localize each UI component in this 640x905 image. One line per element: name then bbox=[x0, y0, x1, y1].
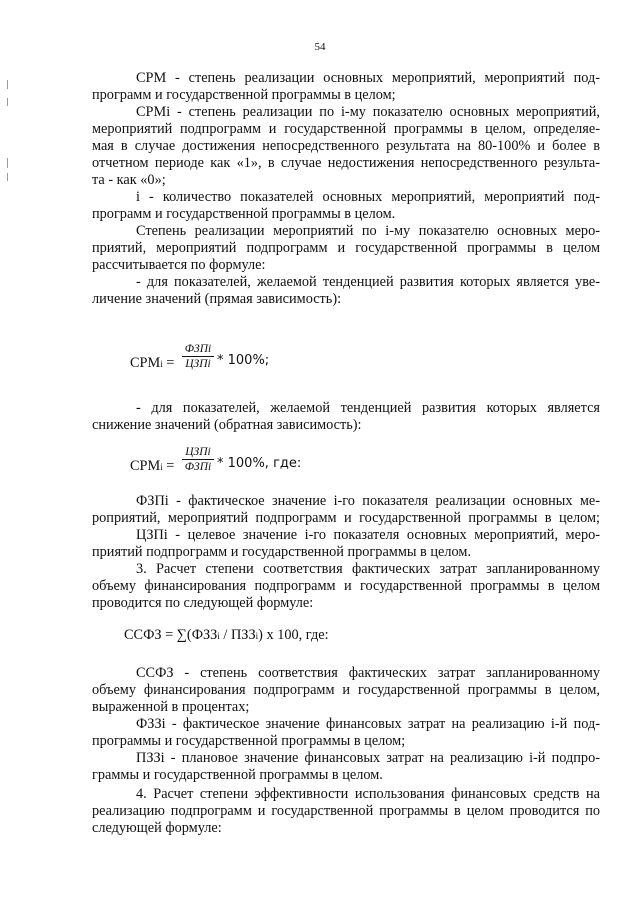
text-line: следующей формуле: bbox=[92, 820, 222, 836]
text-line: 4. Расчет степени эффективности использования финансовых средств на bbox=[136, 786, 600, 802]
formula-denominator: ФЗПi bbox=[184, 461, 212, 473]
text-line: рассчитывается по формуле: bbox=[92, 257, 266, 273]
text-line: программы и государственной программы в целом; bbox=[92, 733, 406, 749]
text-line: ПЗЗi - плановое значение финансовых затрат на реализацию i-й подпро- bbox=[136, 750, 600, 766]
formula-rhs: * 100%; bbox=[217, 353, 270, 368]
text-line: Степень реализации мероприятий по i-му показателю основных меро- bbox=[136, 223, 600, 239]
formula-lhs: СРМ bbox=[130, 355, 161, 371]
text-line: личение значений (прямая зависимость): bbox=[92, 291, 342, 307]
formula-subscript: i bbox=[217, 631, 220, 641]
text-line: ФЗПi - фактическое значение i-го показателя реализации основных ме- bbox=[136, 493, 600, 509]
text-line: проводится по следующей формуле: bbox=[92, 595, 314, 611]
text-line: выраженной в процентах; bbox=[92, 699, 250, 715]
text-line: СРМ - степень реализации основных мероприятий, мероприятий под- bbox=[136, 70, 600, 86]
formula-numerator: ФЗПi bbox=[182, 342, 214, 357]
page-number: 54 bbox=[314, 41, 326, 53]
text-line: та - как «0»; bbox=[92, 172, 166, 188]
text-line: снижение значений (обратная зависимость): bbox=[92, 417, 362, 433]
formula-rhs: * 100%, где: bbox=[217, 456, 302, 471]
formula-equals: = bbox=[162, 355, 175, 371]
formula-lhs: СРМ bbox=[130, 458, 161, 474]
formula-subscript: i bbox=[255, 631, 259, 641]
formula-numerator: ЦЗПi bbox=[182, 445, 214, 460]
text-line: приятий подпрограмм и государственной программы в целом. bbox=[92, 544, 472, 560]
formula-subscript: i bbox=[160, 462, 163, 472]
text-line: ЦЗПi - целевое значение i-го показателя основных мероприятий, меро- bbox=[136, 527, 600, 543]
margin-mark bbox=[7, 98, 8, 106]
formula-equals: = bbox=[162, 458, 175, 474]
text-line: программ и государственной программы в целом; bbox=[92, 87, 396, 103]
formula-part: ССФЗ = ∑(ФЗЗ bbox=[124, 627, 218, 643]
text-line: ФЗЗi - фактическое значение финансовых затрат на реализацию i-й под- bbox=[136, 716, 600, 732]
text-line: отчетном периоде как «1», в случае недостижения непосредственного результа- bbox=[92, 155, 600, 171]
text-line: - для показателей, желаемой тенденцией развития которых является bbox=[136, 400, 600, 416]
margin-mark bbox=[7, 173, 8, 181]
formula-subscript: i bbox=[160, 359, 163, 369]
text-line: i - количество показателей основных мероприятий, мероприятий под- bbox=[136, 189, 600, 205]
text-line: роприятий, мероприятий подпрограмм и государственной программы в целом; bbox=[92, 510, 600, 526]
text-line: мая в случае достижения непосредственного результата на 80-100% и более в bbox=[92, 138, 600, 154]
text-line: мероприятий подпрограмм и государственной программы в целом, определяе- bbox=[92, 121, 600, 137]
text-line: граммы и государственной программы в целом. bbox=[92, 767, 383, 783]
formula-denominator: ЦЗПi bbox=[185, 358, 211, 370]
text-line: программ и государственной программы в целом. bbox=[92, 206, 396, 222]
margin-mark bbox=[7, 80, 8, 89]
formula-part: ) х 100, где: bbox=[258, 627, 329, 643]
formula-ssfz bbox=[124, 627, 329, 644]
text-line: 3. Расчет степени соответствия фактических затрат запланированному bbox=[136, 561, 600, 577]
text-line: ССФЗ - степень соответствия фактических затрат запланированному bbox=[136, 665, 600, 681]
formula-part: / ПЗЗ bbox=[219, 627, 256, 643]
margin-mark bbox=[7, 158, 8, 168]
text-line: объему финансирования подпрограмм и государственной программы в целом bbox=[92, 578, 600, 594]
text-line: приятий, мероприятий подпрограмм и государственной программы в целом bbox=[92, 240, 600, 256]
text-line: реализацию подпрограмм и государственной программы в целом проводится по bbox=[92, 803, 600, 819]
text-line: объему финансирования подпрограмм и государственной программы в целом, bbox=[92, 682, 600, 698]
text-line: СРМi - степень реализации по i-му показателю основных мероприятий, bbox=[136, 104, 600, 120]
text-line: - для показателей, желаемой тенденцией развития которых является уве- bbox=[136, 274, 600, 290]
